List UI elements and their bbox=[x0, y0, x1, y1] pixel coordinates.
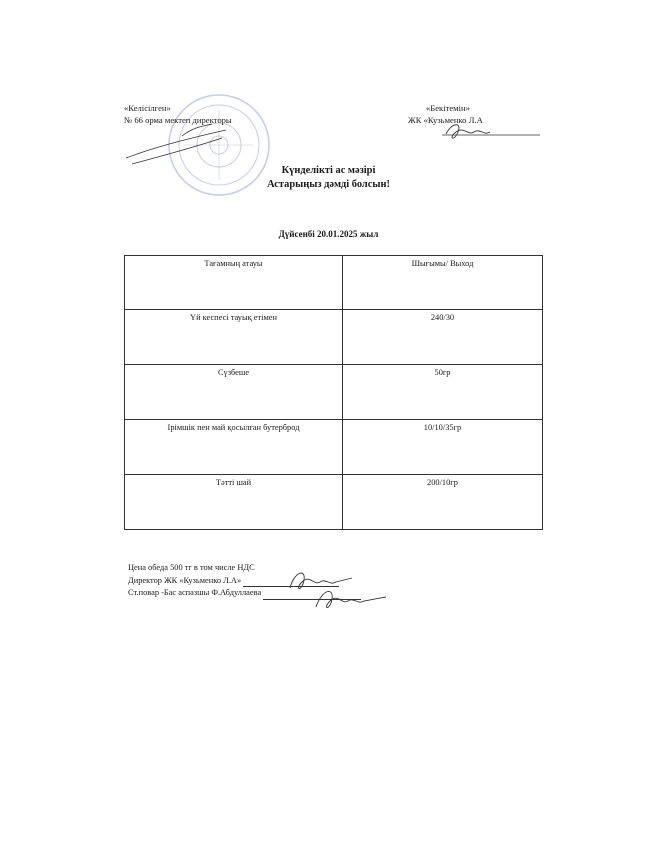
menu-title bbox=[0, 164, 657, 192]
price-line: Цена обеда 500 тг в том числе НДС bbox=[128, 563, 255, 572]
dish-yield-cell: 200/10гр bbox=[343, 475, 543, 530]
table-row bbox=[125, 310, 543, 365]
dish-name-cell: Үй кеспесі тауық етімен bbox=[125, 310, 343, 365]
cook-signature bbox=[300, 583, 390, 623]
dish-yield-cell: 50гр bbox=[343, 365, 543, 420]
header-yield: Шығымы/ Выход bbox=[343, 256, 543, 310]
right-signature bbox=[412, 118, 542, 148]
approval-right-line: ЖК «Кузьменко Л.А bbox=[408, 115, 483, 125]
table-header-row bbox=[125, 256, 543, 310]
approval-left-title: «Келісілген» bbox=[124, 103, 171, 113]
left-signature bbox=[122, 118, 232, 168]
title-line-1: Күнделікті ас мәзірі bbox=[281, 165, 376, 176]
title-line-2: Астарыңыз дәмді болсын! bbox=[267, 179, 390, 190]
dish-name-cell: Сүзбеше bbox=[125, 365, 343, 420]
cook-line: Ст.повар -Бас аспазшы Ф.Абдуллаева bbox=[128, 588, 262, 597]
menu-date: Дүйсенбі 20.01.2025 жыл bbox=[278, 229, 379, 239]
menu-table bbox=[124, 255, 543, 530]
director-line: Директор ЖК «Кузьменко Л.А» bbox=[128, 575, 242, 585]
approval-right-title: «Бекітемін» bbox=[426, 103, 470, 113]
dish-name-cell: Ірімшік пен май қосылған бутерброд bbox=[125, 420, 343, 475]
table-row bbox=[125, 365, 543, 420]
table-row bbox=[125, 475, 543, 530]
table-row bbox=[125, 420, 543, 475]
header-dish-name: Тағамның атауы bbox=[125, 256, 343, 310]
dish-name-cell: Тәтті шай bbox=[125, 475, 343, 530]
dish-yield-cell: 240/30 bbox=[343, 310, 543, 365]
dish-yield-cell: 10/10/35гр bbox=[343, 420, 543, 475]
approval-left-line: № 66 орма мектеп директоры bbox=[124, 115, 232, 125]
